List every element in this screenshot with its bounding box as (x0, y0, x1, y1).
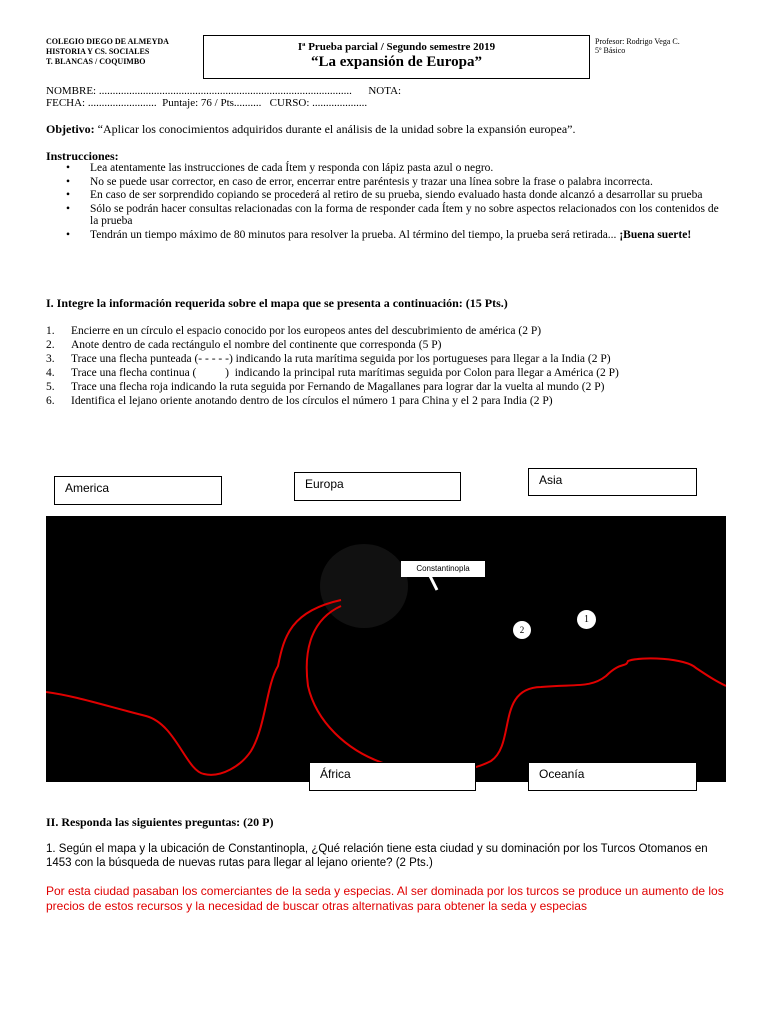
magellan-route-west (46, 600, 341, 775)
instruction-text: Tendrán un tiempo máximo de 80 minutos para resolver la prueba. Al término del tiempo, la prueba será retirada... (90, 228, 620, 241)
china-circle[interactable]: 1 (577, 610, 596, 629)
list-item: 6. Identifica el lejano oriente anotando dentro de los círculos el número 1 para China y el 2 para India (2 P) (46, 395, 553, 407)
instruction-item (66, 229, 722, 242)
objective-label: Objetivo: (46, 122, 95, 136)
instruction-item: • No se puede usar corrector, en caso de error, encerrar entre paréntesis y trazar una línea sobre la frase o palabra incorrecta. (66, 176, 722, 189)
list-item: 2. Anote dentro de cada rectángulo el nombre del continente que corresponda (5 P) (46, 339, 442, 351)
school-name: COLEGIO DIEGO DE ALMEYDA (46, 37, 169, 46)
question-1: 1. Según el mapa y la ubicación de Constantinopla, ¿Qué relación tiene esta ciudad y su dominación por los Turcos Otomanos en 1453 con la búsqueda de nuevas rutas para llegar al lejano oriente? (2 Pts.) (46, 843, 708, 869)
department: HISTORIA Y CS. SOCIALES (46, 47, 150, 56)
grade-level: 5º Básico (595, 46, 626, 55)
list-item: 5. Trace una flecha roja indicando la ruta seguida por Fernando de Magallanes para lograr dar la vuelta al mundo (2 P) (46, 381, 605, 393)
exam-title: “La expansión de Europa” (310, 54, 483, 70)
exam-title-box (203, 35, 590, 79)
map-drawing (46, 516, 726, 782)
objective-text: “Aplicar los conocimientos adquiridos durante el análisis de la unidad sobre la expansión europea”. (94, 122, 576, 136)
good-luck: ¡Buena suerte! (619, 228, 692, 241)
world-map[interactable] (46, 516, 726, 782)
name-line[interactable]: NOMBRE: ............................................................................................ NOTA: (46, 85, 402, 97)
instruction-item: • En caso de ser sorprendido copiando se procederá al retiro de su prueba, siendo evaluado hasta donde alcanzó a desarrollar su prueba (66, 189, 722, 202)
instructions-list (66, 162, 722, 242)
section2-title: II. Responda las siguientes preguntas: (20 P) (46, 815, 274, 829)
instruction-item: • Lea atentamente las instrucciones de cada Ítem y responda con lápiz pasta azul o negro. (66, 162, 722, 175)
continent-box-oceania[interactable]: Oceanía (528, 762, 697, 791)
exam-subtitle: Iª Prueba parcial / Segundo semestre 2019 (297, 41, 496, 53)
known-world-circle (320, 544, 408, 628)
continent-box-america[interactable]: America (54, 476, 222, 505)
instruction-item: • Sólo se podrán hacer consultas relacionadas con la forma de responder cada Ítem y no sobre aspectos relacionados con los contenidos de la prueba (66, 203, 722, 228)
continent-box-africa[interactable]: África (309, 762, 476, 791)
answer-1[interactable]: Por esta ciudad pasaban los comerciantes de la seda y especias. Al ser dominada por los turcos se produce un aumento de los precios de estos recursos y la necesidad de buscar otras alternativas para obtener la seda y especias (46, 884, 724, 913)
continent-box-asia[interactable]: Asia (528, 468, 697, 496)
section1-items (46, 324, 726, 408)
list-item: 1. Encierre en un círculo el espacio conocido por los europeos antes del descubrimiento de américa (2 P) (46, 325, 542, 337)
instructions-title: Instrucciones: (46, 149, 119, 163)
india-circle[interactable]: 2 (513, 621, 531, 639)
date-line[interactable]: FECHA: ......................... Puntaje: 76 / Pts.......... CURSO: .................... (46, 97, 368, 109)
teacher-info (595, 37, 680, 55)
section1-title: I. Integre la información requerida sobre el mapa que se presenta a continuación: (15 Pts.) (46, 296, 508, 310)
teacher-name: Profesor: Rodrigo Vega C. (595, 37, 680, 46)
location: T. BLANCAS / COQUIMBO (46, 57, 146, 66)
objective (46, 122, 576, 137)
list-item: 4. Trace una flecha continua ( ) indicando la principal ruta marítimas seguida por Colon para llegar a América (2 P) (46, 367, 619, 379)
continent-box-europa[interactable]: Europa (294, 472, 461, 501)
constantinopla-label: Constantinopla (401, 561, 485, 577)
list-item: 3. Trace una flecha punteada (- - - - -) indicando la ruta marítima seguida por los portugueses para llegar a la India (2 P) (46, 353, 611, 365)
school-info (46, 37, 169, 67)
